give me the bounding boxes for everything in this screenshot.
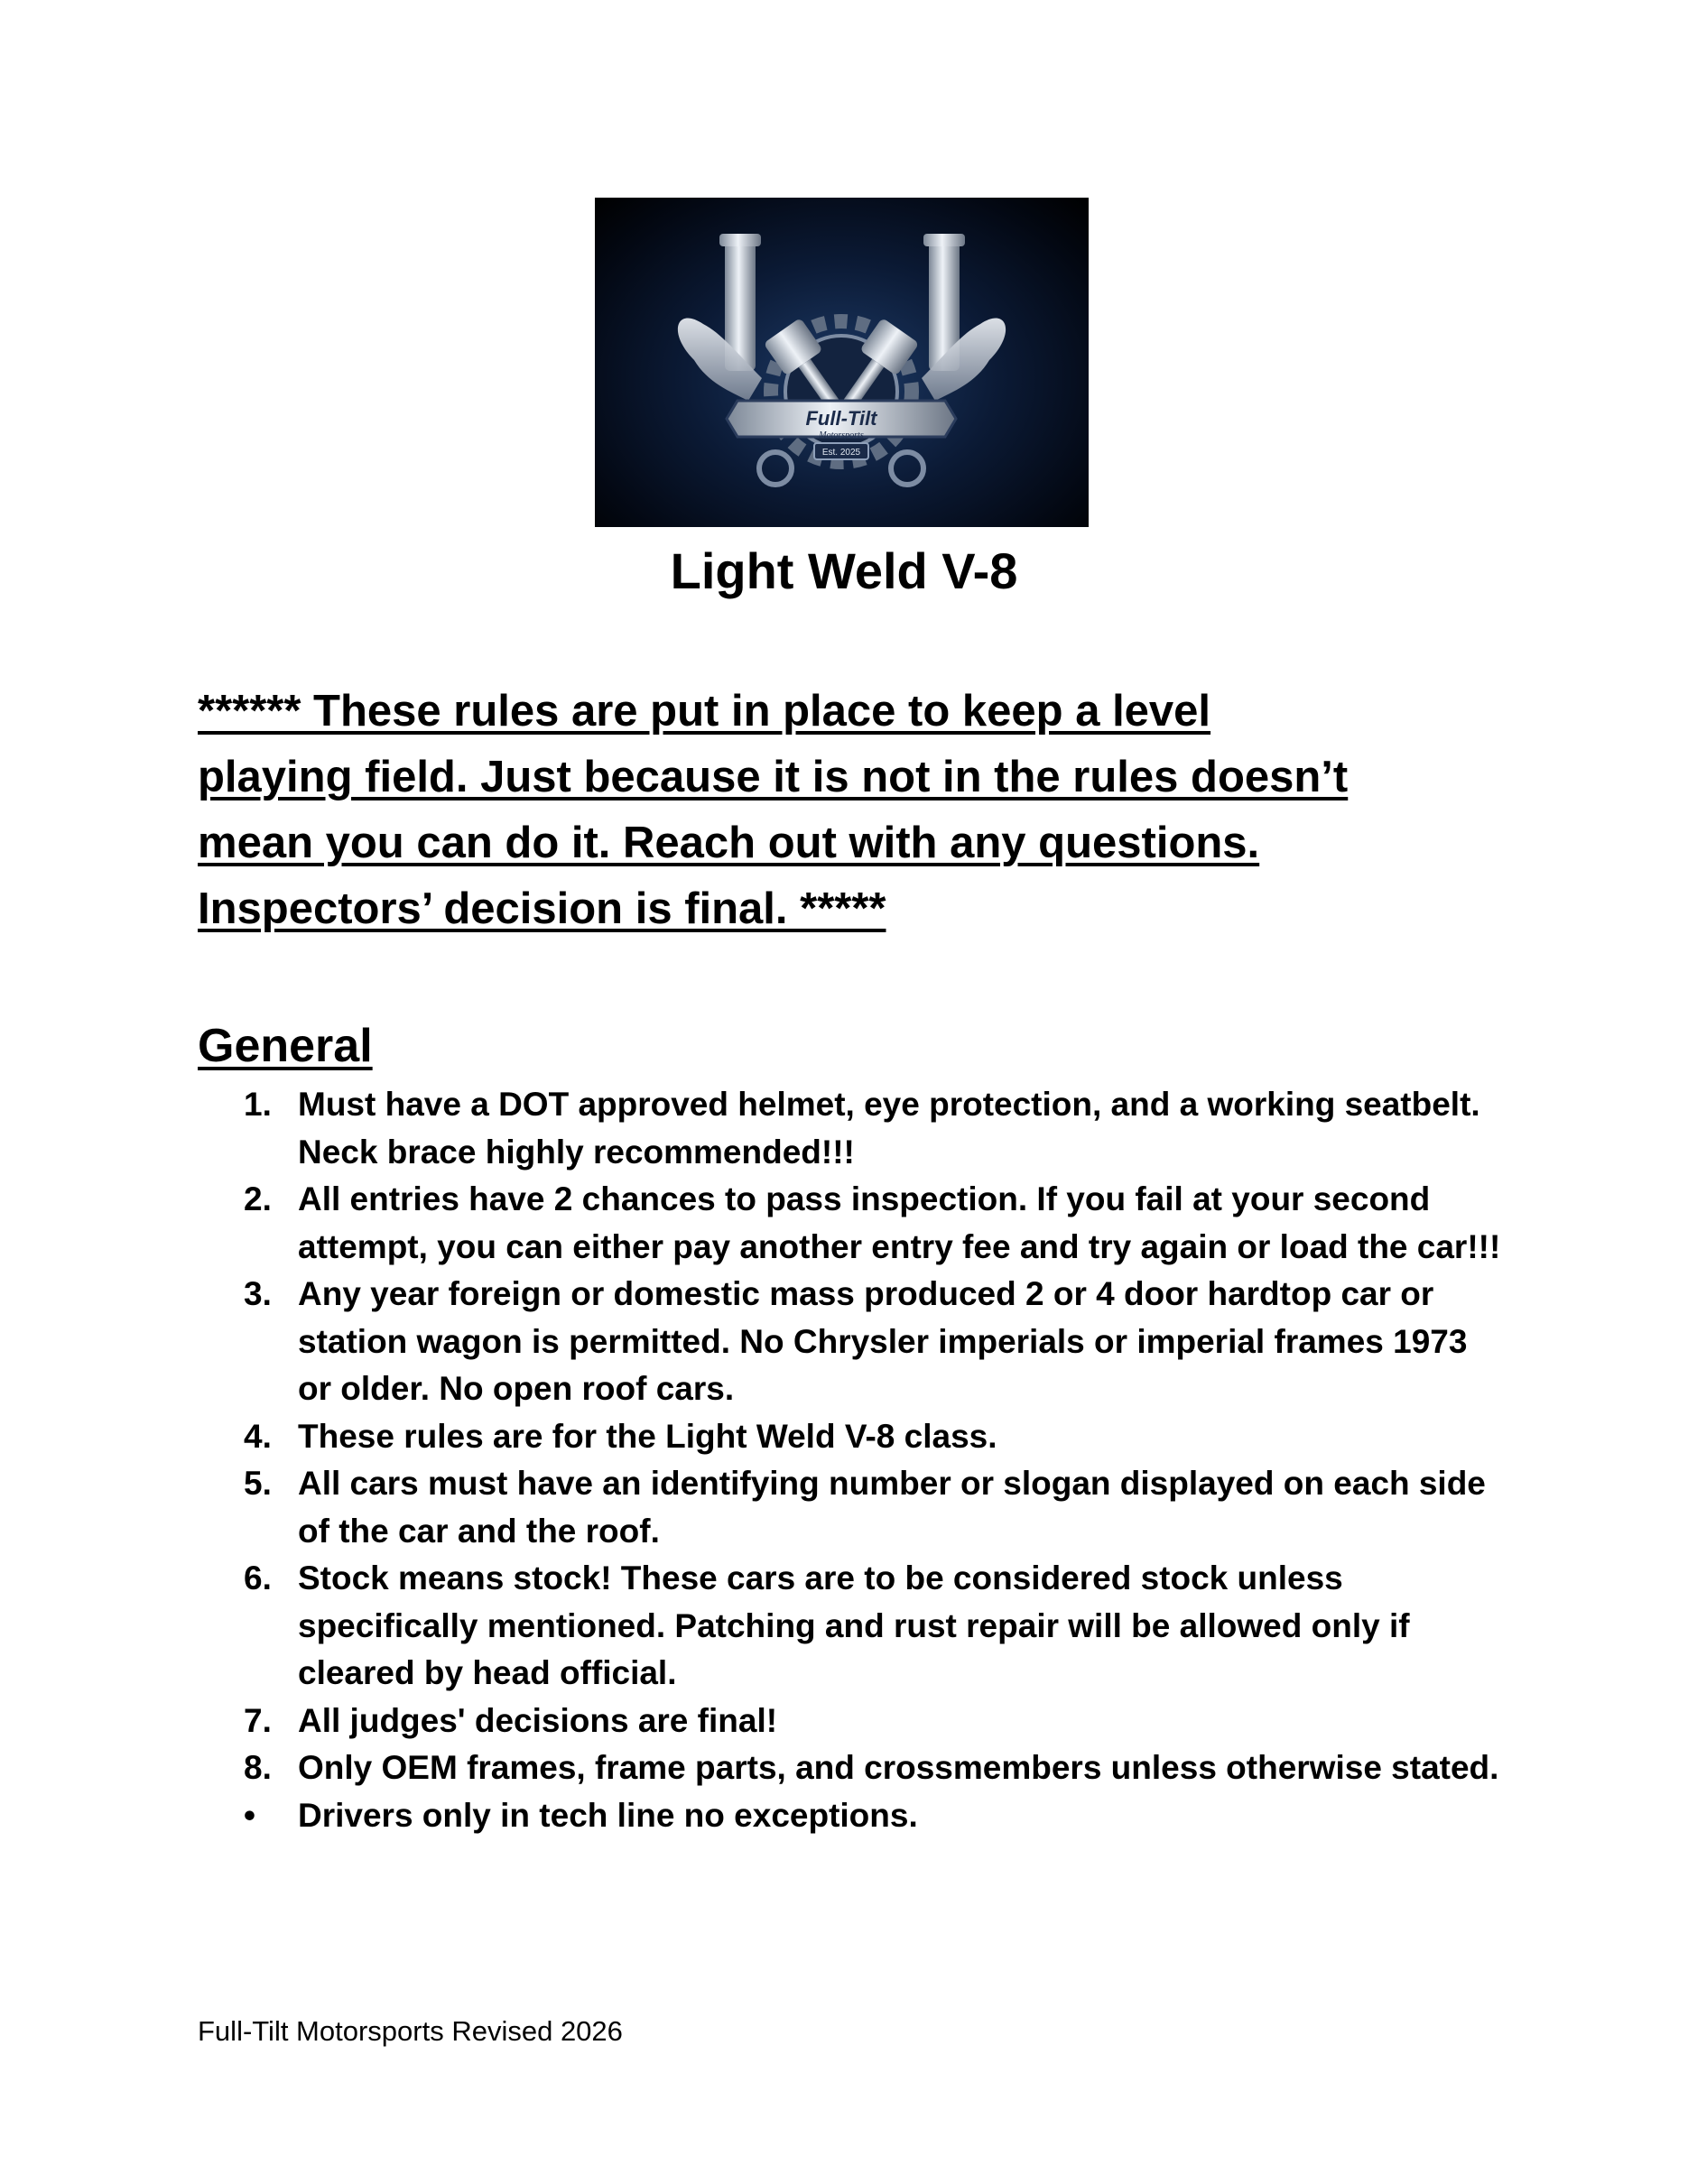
logo-emblem [595,198,1089,527]
rule-marker: 4. [244,1417,272,1455]
logo-sub-text: Motorsports [819,430,864,440]
rule-marker: 8. [244,1749,272,1786]
rule-item [0,1792,1507,1840]
rule-text: These rules are for the Light Weld V-8 class. [298,1417,997,1455]
rule-marker: 2. [244,1180,272,1217]
rule-marker: 6. [244,1559,272,1596]
rule-marker: 5. [244,1465,272,1502]
rule-text: All cars must have an identifying number or slogan displayed on each side of the car and the roof. [298,1465,1486,1550]
logo-image [595,198,1089,527]
section-heading-general: General [198,1020,373,1072]
logo-brand-text: Full-Tilt [805,407,877,430]
disclaimer-text: ****** These rules are put in place to keep a level playing field. Just because it is not in the rules doesn’t mean you can do it. Reach out with any questions. Inspectors’ decision is final. ***** [198,687,1349,933]
rule-marker: 7. [244,1701,272,1739]
rule-text: Stock means stock! These cars are to be considered stock unless specifically mentioned. Patching and rust repair will be allowed only if cleared by head official. [298,1559,1410,1691]
rule-bullet: • [244,1796,255,1834]
rule-marker: 3. [244,1275,272,1312]
rule-item [0,1271,1507,1413]
rule-item [0,1460,1507,1555]
rules-list [0,1081,1688,1839]
logo-est-text: Est. 2025 [821,448,861,458]
rule-text: All judges' decisions are final! [298,1701,778,1739]
rule-text: All entries have 2 chances to pass inspection. If you fail at your second attempt, you can either pay another entry fee and try again or load the car!!! [298,1180,1501,1265]
rule-item [0,1698,1507,1745]
rule-item [0,1413,1507,1461]
rule-text: Must have a DOT approved helmet, eye protection, and a working seatbelt. Neck brace highly recommended!!! [298,1086,1480,1171]
rule-marker: 1. [244,1086,272,1123]
disclaimer-notice [198,679,1371,942]
rule-item [0,1744,1507,1792]
rule-item [0,1555,1507,1698]
rule-item [0,1081,1507,1176]
rule-text: Any year foreign or domestic mass produced 2 or 4 door hardtop car or station wagon is permitted. No Chrysler imperials or imperial frames 1973 or older. No open roof cars. [298,1275,1468,1407]
page-footer: Full-Tilt Motorsports Revised 2026 [198,2015,623,2047]
page-title: Light Weld V-8 [670,542,1018,599]
rule-text: Only OEM frames, frame parts, and crossmembers unless otherwise stated. [298,1749,1499,1786]
rule-item [0,1176,1507,1271]
rule-text: Drivers only in tech line no exceptions. [298,1796,918,1834]
